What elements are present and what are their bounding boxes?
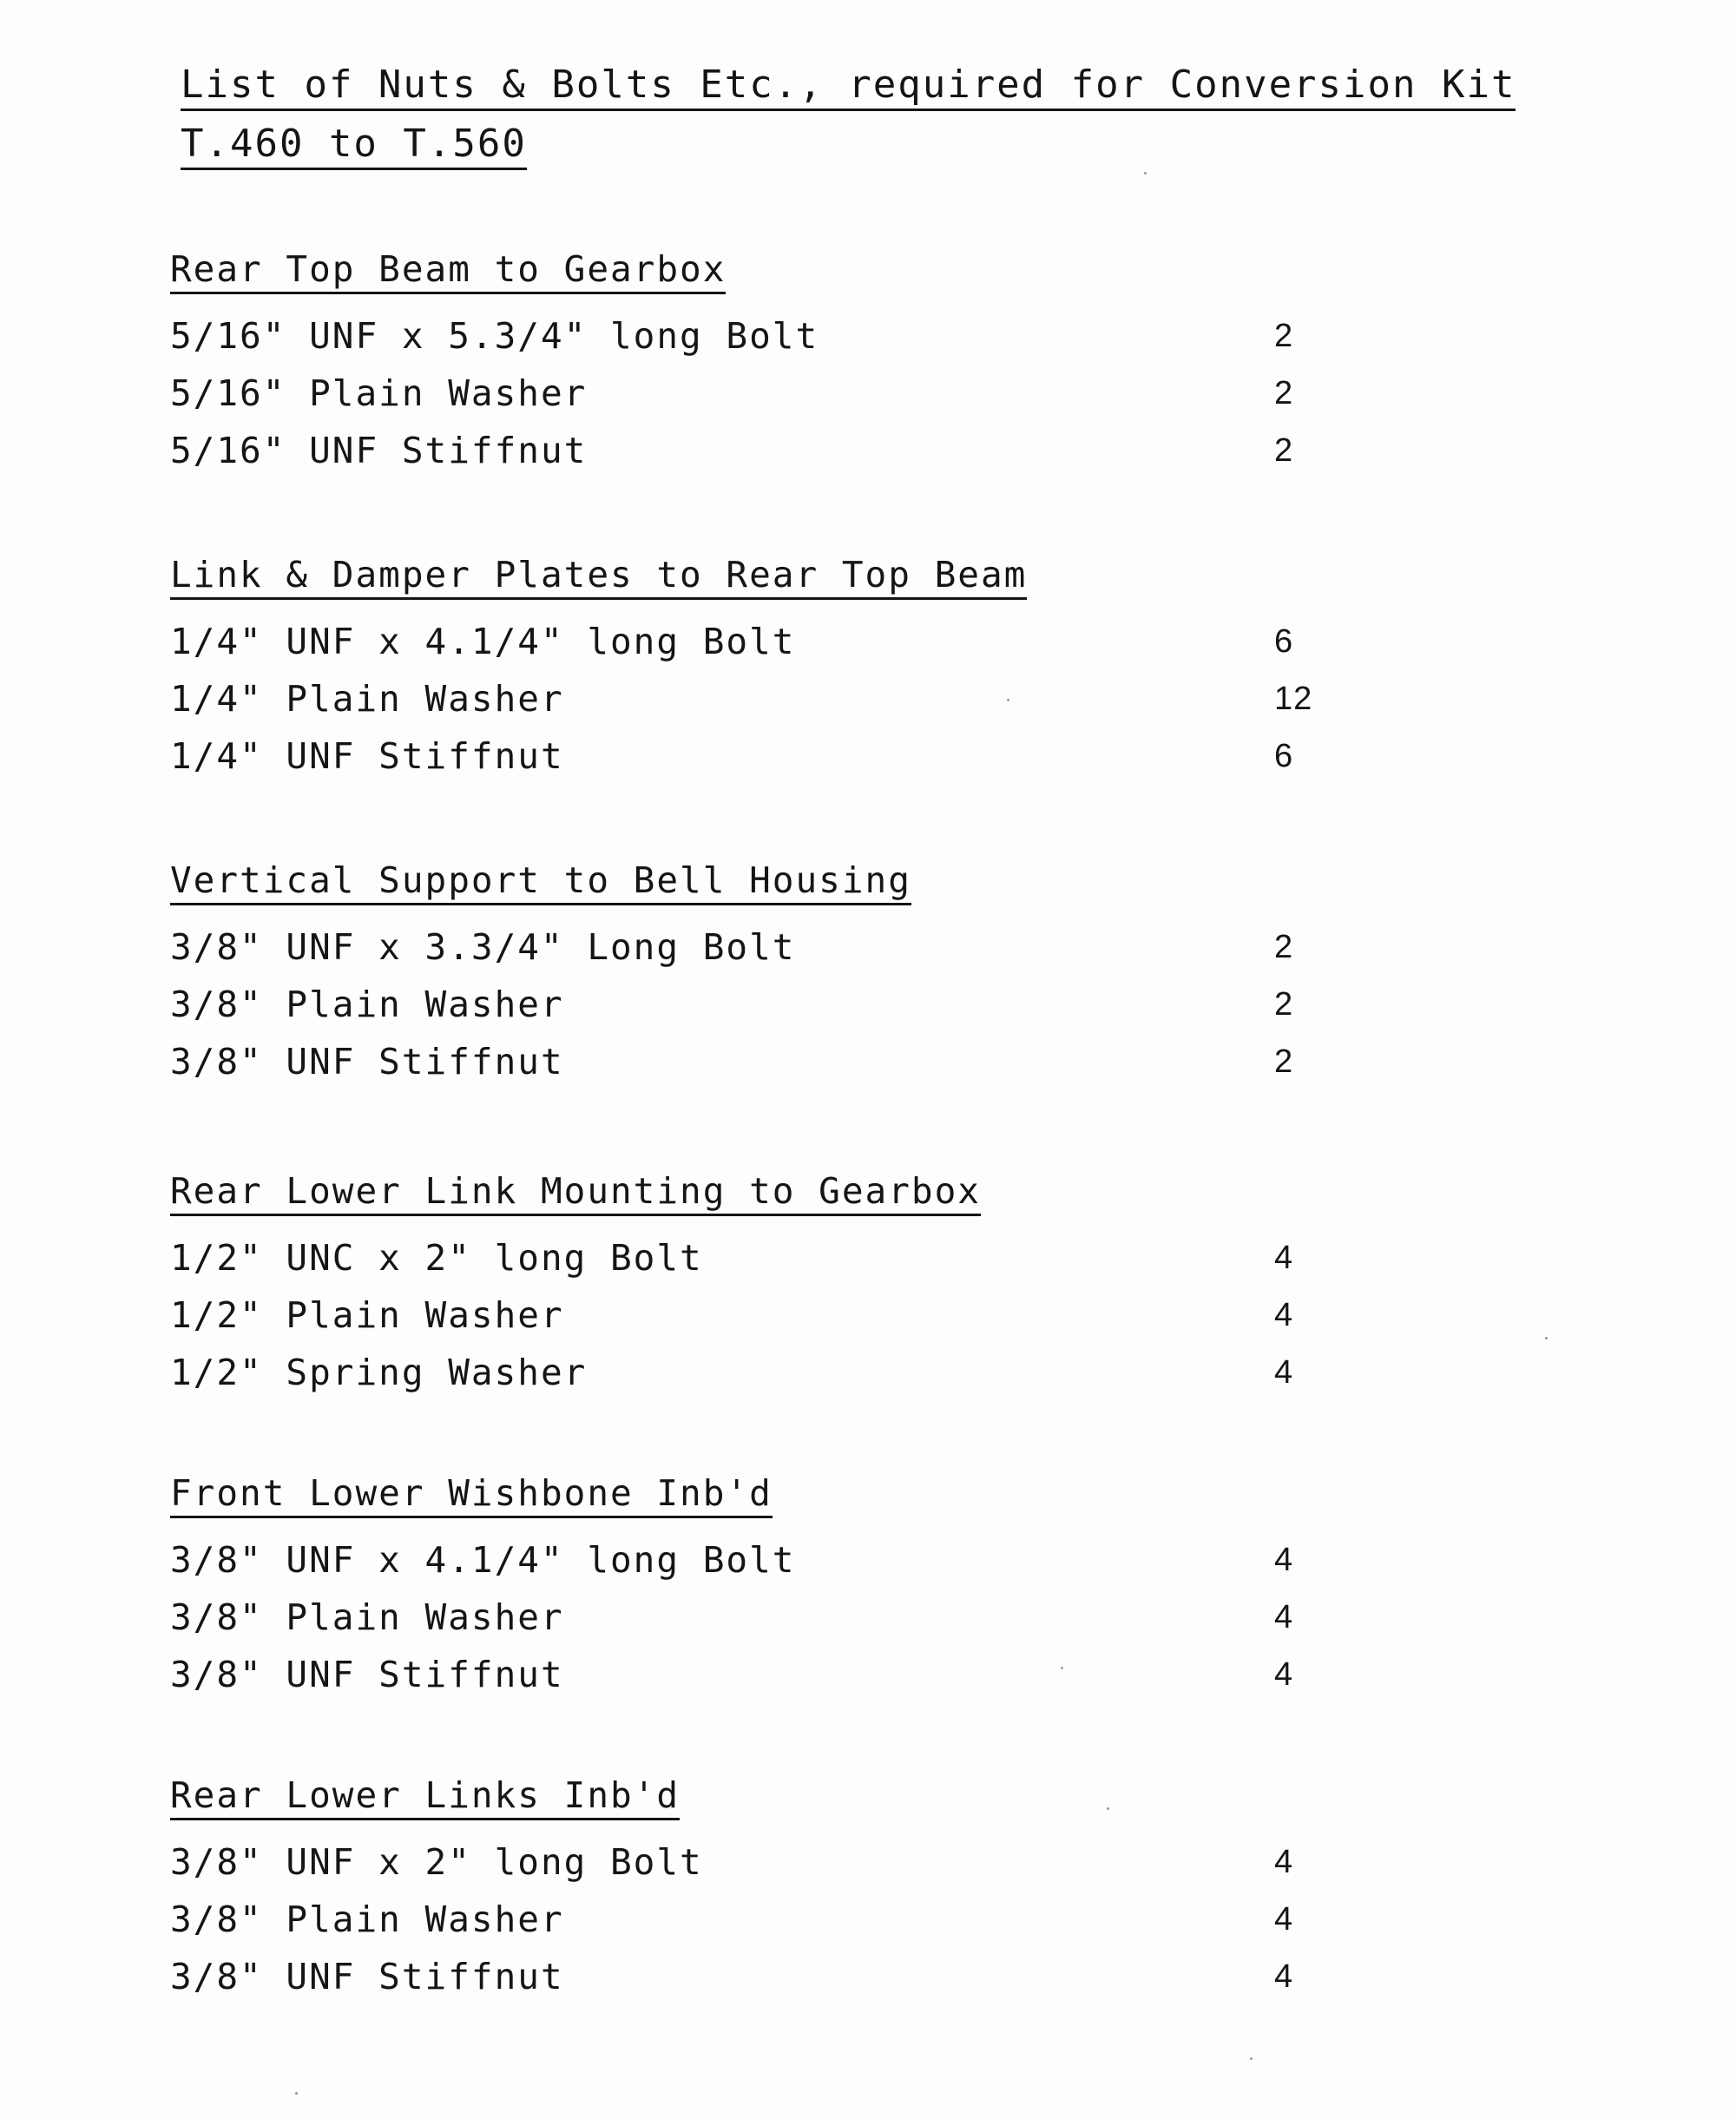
list-item	[170, 1033, 1385, 1090]
section-vertical-support	[170, 856, 1385, 1090]
item-description: 1/2" Plain Washer	[170, 1294, 564, 1336]
item-quantity: 4	[1274, 1901, 1294, 1938]
item-description: 5/16" Plain Washer	[170, 372, 588, 414]
list-item	[170, 307, 1385, 365]
item-description: 1/4" Plain Washer	[170, 678, 564, 720]
list-item	[170, 1531, 1385, 1589]
scan-speck	[1007, 699, 1009, 701]
item-quantity: 6	[1274, 623, 1294, 660]
scan-speck	[295, 2092, 298, 2095]
item-description: 1/2" Spring Washer	[170, 1352, 588, 1393]
list-item	[170, 1229, 1385, 1287]
item-description: 3/8" UNF Stiffnut	[170, 1041, 564, 1083]
section-heading: Rear Lower Link Mounting to Gearbox	[170, 1170, 981, 1216]
list-item	[170, 1287, 1385, 1344]
item-quantity: 4	[1274, 1958, 1294, 1995]
list-item	[170, 613, 1385, 670]
section-rear-top-beam	[170, 245, 1385, 479]
item-quantity: 4	[1274, 1354, 1294, 1391]
scan-speck	[1107, 1807, 1109, 1810]
scan-speck	[1545, 1337, 1548, 1339]
scan-speck	[1250, 2057, 1253, 2060]
list-item	[170, 670, 1385, 727]
title-line-2: T.460 to T.560	[181, 122, 527, 170]
item-description: 1/4" UNF Stiffnut	[170, 735, 564, 777]
item-quantity: 2	[1274, 929, 1294, 965]
section-heading: Link & Damper Plates to Rear Top Beam	[170, 554, 1027, 600]
section-heading: Front Lower Wishbone Inb'd	[170, 1472, 773, 1518]
list-item	[170, 1646, 1385, 1703]
item-description: 5/16" UNF x 5.3/4" long Bolt	[170, 315, 819, 357]
item-quantity: 2	[1274, 318, 1294, 354]
item-description: 3/8" UNF x 2" long Bolt	[170, 1841, 703, 1883]
item-quantity: 4	[1274, 1542, 1294, 1578]
section-heading: Vertical Support to Bell Housing	[170, 859, 911, 905]
item-description: 1/2" UNC x 2" long Bolt	[170, 1237, 703, 1279]
item-description: 1/4" UNF x 4.1/4" long Bolt	[170, 621, 796, 662]
item-quantity: 4	[1274, 1844, 1294, 1880]
scan-speck	[1144, 172, 1147, 174]
item-quantity: 4	[1274, 1599, 1294, 1635]
list-item	[170, 727, 1385, 785]
item-description: 3/8" UNF x 4.1/4" long Bolt	[170, 1539, 796, 1581]
item-quantity: 6	[1274, 738, 1294, 774]
item-description: 3/8" Plain Washer	[170, 1596, 564, 1638]
list-item	[170, 976, 1385, 1033]
item-description: 3/8" Plain Washer	[170, 984, 564, 1025]
list-item	[170, 365, 1385, 422]
item-description: 5/16" UNF Stiffnut	[170, 430, 588, 471]
section-front-lower-wishbone	[170, 1469, 1385, 1703]
section-heading: Rear Top Beam to Gearbox	[170, 248, 726, 294]
document-title	[181, 56, 1535, 174]
section-rear-lower-links	[170, 1771, 1385, 2005]
title-line-1: List of Nuts & Bolts Etc., required for Conversion Kit	[181, 63, 1516, 111]
item-quantity: 2	[1274, 986, 1294, 1023]
item-quantity: 2	[1274, 432, 1294, 469]
list-item	[170, 1344, 1385, 1401]
scan-speck	[1061, 1667, 1063, 1669]
item-quantity: 4	[1274, 1297, 1294, 1333]
list-item	[170, 918, 1385, 976]
item-description: 3/8" Plain Washer	[170, 1899, 564, 1940]
item-description: 3/8" UNF Stiffnut	[170, 1956, 564, 1997]
section-rear-lower-link-mounting	[170, 1167, 1385, 1401]
section-link-damper-plates	[170, 550, 1385, 785]
list-item	[170, 1891, 1385, 1948]
item-quantity: 2	[1274, 375, 1294, 411]
list-item	[170, 422, 1385, 479]
list-item	[170, 1589, 1385, 1646]
section-heading: Rear Lower Links Inb'd	[170, 1774, 680, 1820]
item-quantity: 12	[1274, 681, 1313, 717]
list-item	[170, 1833, 1385, 1891]
item-quantity: 2	[1274, 1043, 1294, 1080]
item-quantity: 4	[1274, 1656, 1294, 1693]
list-item	[170, 1948, 1385, 2005]
item-description: 3/8" UNF Stiffnut	[170, 1654, 564, 1695]
item-description: 3/8" UNF x 3.3/4" Long Bolt	[170, 926, 796, 968]
item-quantity: 4	[1274, 1240, 1294, 1276]
